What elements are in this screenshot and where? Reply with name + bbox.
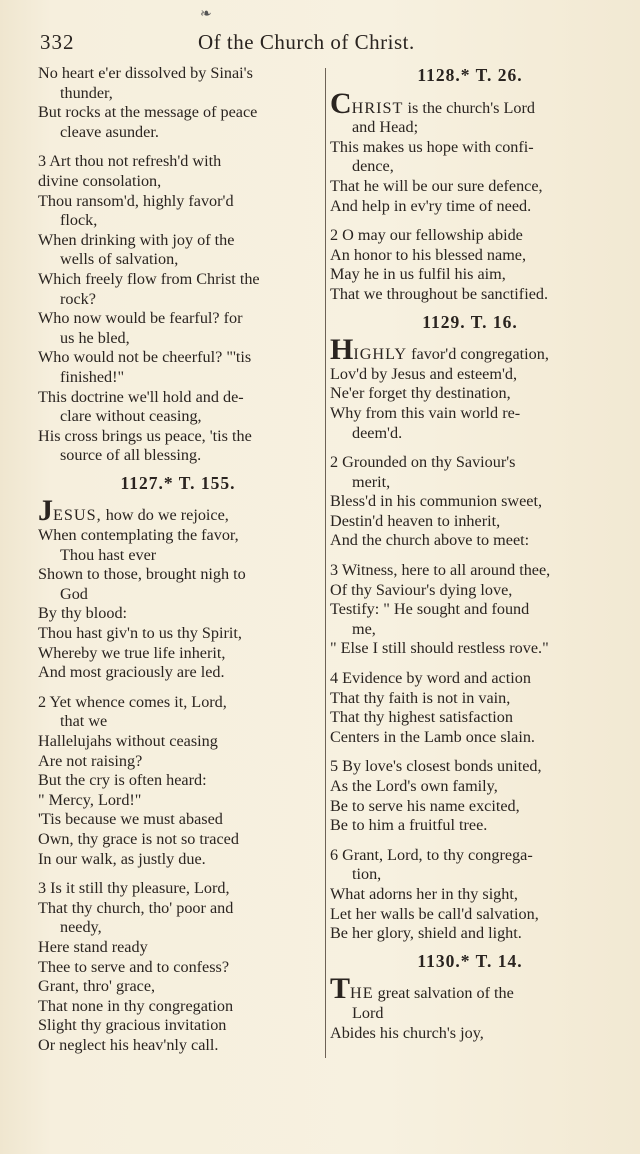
verse-line — [330, 333, 610, 367]
left-column — [38, 64, 318, 1056]
verse-line: Or neglect his heav'nly call. — [38, 1035, 219, 1054]
verse-line: As the Lord's own family, — [330, 777, 498, 795]
verse-line: Thou hast giv'n to us thy Spirit, — [38, 624, 242, 643]
verse-line: But the cry is often heard: — [38, 771, 207, 790]
verse-line: rock? — [60, 289, 96, 308]
continued-verse — [38, 64, 318, 142]
verse-line: Shown to those, brought nigh to — [38, 565, 246, 584]
verse-line: " Else I still should restless rove." — [330, 639, 549, 658]
hymn-1130 — [330, 972, 610, 1043]
verse-line: merit, — [352, 472, 391, 491]
verse-line: And most graciously are led. — [38, 663, 225, 682]
verse-line: An honor to his blessed name, — [330, 245, 527, 264]
verse-line: divine consolation, — [38, 171, 162, 190]
verse-line: tion, — [352, 865, 382, 884]
drop-cap: H — [330, 333, 354, 367]
verse-line: Ne'er forget thy destination, — [330, 384, 511, 403]
ornament-mark: ❧ — [200, 7, 212, 22]
verse-line: And help in ev'ry time of need. — [330, 196, 532, 215]
verse-line: clare without ceasing, — [60, 407, 202, 426]
verse-line: This doctrine we'll hold and de- — [38, 387, 244, 406]
verse-line: Grant, thro' grace, — [38, 977, 156, 996]
first-word: HE — [350, 984, 374, 1003]
verse-line: 2 Yet whence comes it, Lord, — [38, 692, 227, 711]
verse-line: 5 By love's closest bonds united, — [330, 757, 542, 776]
verse-line: Own, thy grace is not so traced — [38, 829, 239, 848]
verse-line: Lord — [352, 1003, 384, 1022]
page-number: 332 — [40, 30, 75, 54]
verse-line: When contemplating the favor, — [38, 526, 239, 545]
verse-line: Are not raising? — [38, 751, 143, 770]
first-word: IGHLY — [353, 345, 408, 364]
hymn-heading: 1130.* T. 14. — [417, 950, 523, 971]
verse-line: Abides his church's joy, — [330, 1023, 484, 1042]
verse-line: needy, — [60, 918, 102, 937]
verse-line: Lov'd by Jesus and esteem'd, — [330, 364, 518, 383]
verse-line: 'Tis because we must abased — [38, 810, 223, 829]
verse-line: What adorns her in thy sight, — [330, 884, 518, 903]
verse-line: God — [60, 584, 88, 603]
verse-line: thunder, — [60, 83, 113, 102]
verse-line: 2 Grounded on thy Saviour's — [330, 453, 516, 472]
verse-line: 3 Is it still thy pleasure, Lord, — [38, 879, 230, 898]
verse-line: Thou hast ever — [60, 545, 157, 564]
verse-line: 4 Evidence by word and action — [330, 669, 531, 688]
running-header — [40, 7, 620, 56]
verse-line: and Head; — [352, 118, 419, 137]
verse-line: 3 Art thou not refresh'd with — [38, 152, 222, 171]
verse-line: flock, — [60, 211, 98, 230]
verse-line: Who would not be cheerful? "'tis — [38, 348, 252, 367]
verse-line: Let her walls be call'd salvation, — [330, 904, 539, 923]
verse-line: Be to serve his name excited, — [330, 796, 520, 815]
verse-line: This makes us hope with confi- — [330, 137, 534, 156]
verse-line: us he bled, — [60, 328, 130, 347]
verse-line: Testify: " He sought and found — [330, 600, 530, 619]
verse-line: 2 O may our fellowship abide — [330, 226, 523, 245]
verse-line: May he in us fulfil his aim, — [330, 265, 506, 284]
verse-line: When drinking with joy of the — [38, 230, 235, 249]
verse-line: That none in thy congregation — [38, 996, 234, 1015]
hymn-heading: 1129. T. 16. — [422, 311, 518, 332]
verse-line: Thee to serve and to confess? — [38, 957, 230, 976]
verse-line: That thy faith is not in vain, — [330, 688, 511, 707]
running-title: Of the Church of Christ. — [198, 30, 415, 54]
verse-line: Whereby we true life inherit, — [38, 643, 226, 662]
verse-line-rest: how do we rejoice, — [101, 506, 229, 525]
hymn-1128 — [330, 86, 610, 305]
verse-line — [330, 972, 610, 1006]
verse-line: By thy blood: — [38, 604, 128, 623]
verse-line: Here stand ready — [38, 937, 148, 956]
verse-line-rest: favor'd congregation, — [407, 345, 549, 364]
verse-line: Thou ransom'd, highly favor'd — [38, 191, 234, 210]
verse-3 — [38, 152, 318, 466]
verse-line: Hallelujahs without ceasing — [38, 732, 218, 750]
verse-line-rest: is the church's Lord — [403, 98, 535, 117]
verse-line: That thy highest satisfaction — [330, 708, 513, 727]
verse-line: That he will be our sure defence, — [330, 176, 543, 195]
verse-line: Be her glory, shield and light. — [330, 924, 522, 943]
verse-line: Slight thy gracious invitation — [38, 1016, 227, 1035]
hymn-heading: 1128.* T. 26. — [417, 65, 523, 85]
column-divider — [325, 68, 326, 1058]
verse-line: me, — [352, 619, 376, 638]
first-word: HRIST — [351, 98, 404, 117]
verse-line: 3 Witness, here to all around thee, — [330, 561, 551, 580]
verse-line: In our walk, as justly due. — [38, 849, 206, 868]
verse-line: That we throughout be sanctified. — [330, 284, 549, 303]
drop-cap: C — [330, 86, 352, 120]
verse-line: " Mercy, Lord!" — [38, 790, 142, 809]
drop-cap: T — [330, 972, 351, 1006]
verse-line: Why from this vain world re- — [330, 403, 521, 422]
verse-line: His cross brings us peace, 'tis the — [38, 426, 252, 445]
verse-line: cleave asunder. — [60, 122, 159, 141]
verse-line: That thy church, tho' poor and — [38, 898, 234, 917]
verse-line: dence, — [352, 157, 394, 176]
verse-line: wells of salvation, — [60, 250, 179, 269]
verse-line: Be to him a fruitful tree. — [330, 816, 488, 835]
verse-line: that we — [60, 712, 108, 731]
verse-line: finished!" — [60, 367, 125, 386]
hymn-1127 — [38, 494, 318, 1055]
verse-line — [38, 494, 318, 528]
verse-line: Bless'd in his communion sweet, — [330, 492, 542, 511]
verse-line: Destin'd heaven to inherit, — [330, 511, 501, 530]
verse-line: Of thy Saviour's dying love, — [330, 580, 513, 599]
first-word: ESUS, — [53, 506, 102, 525]
verse-line: No heart e'er dissolved by Sinai's — [38, 64, 253, 82]
verse-line: Which freely flow from Christ the — [38, 269, 260, 288]
verse-line: And the church above to meet: — [330, 531, 530, 550]
verse-line — [330, 86, 610, 120]
verse-line: Who now would be fearful? for — [38, 309, 243, 328]
verse-line-rest: great salvation of the — [373, 984, 514, 1003]
verse-line: Centers in the Lamb once slain. — [330, 727, 535, 746]
hymn-1129 — [330, 333, 610, 944]
drop-cap: J — [38, 494, 53, 528]
verse-line: source of all blessing. — [60, 446, 202, 465]
verse-line: deem'd. — [352, 423, 403, 442]
hymn-heading: 1127.* T. 155. — [120, 472, 236, 493]
right-column — [330, 64, 610, 1043]
verse-line: 6 Grant, Lord, to thy congrega- — [330, 845, 533, 864]
verse-line: But rocks at the message of peace — [38, 103, 258, 122]
